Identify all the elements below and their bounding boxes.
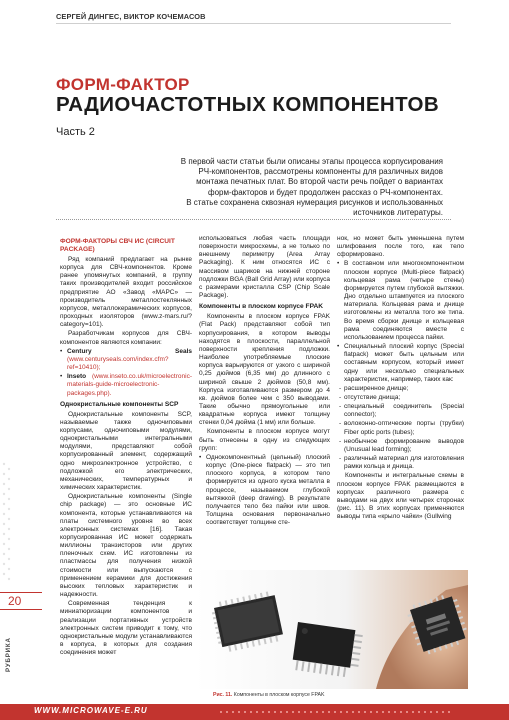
paragraph: Компоненты в плоском корпусе могут быть отнесены в одну из следующих групп: xyxy=(199,428,330,452)
column-3 xyxy=(337,235,464,522)
rubric-label xyxy=(2,600,12,672)
list-item: - волоконно-оптические порты (трубки) Fiber optic ports (tubes); xyxy=(344,420,464,436)
sidebar-pattern xyxy=(0,460,14,610)
authors: СЕРГЕЙ ДИНГЕС, ВИКТОР КОЧЕМАСОВ xyxy=(56,12,206,21)
company-link[interactable]: (www.inseto.co.uk/microelectronic-materials-guide-microelectronic-packages.php). xyxy=(67,373,192,397)
list-item: • В составном или многокомпонентном плоском корпусе (Multi-piece flatpack) кольцевая рама (четыре стены) формируется путем глубокой вытяжки. Дно отдельно штампуется из плоского материала. Кольцевая рама и днище изготовлены из металла того же типа. Во время сборки днище и кольцевая рама соединяются вместе с использованием процесса пайки. xyxy=(344,260,464,342)
page-number: 20 xyxy=(8,594,22,608)
paragraph: использоваться любая часть площади поверхности микросхемы, а не только по внешнему периметру (Area Array Packaging). К ним относятся ИС с массивом шариков на нижней стороне подложки BGA (Ball Grid Array) или корпуса с размерами кристалла CSP (Chip Scale Package). xyxy=(199,235,330,300)
caption-label: Рис. 11. xyxy=(213,692,233,698)
footer-site[interactable]: WWW.MICROWAVE-E.RU xyxy=(34,706,148,715)
flatpack-types-list xyxy=(199,454,330,527)
paragraph: Компоненты в плоском корпусе FPAK (Flat Pack) представляют собой тип корпусирования, в котором выводы находятся в плоскости, параллельной поверхности крепления подложки. Наиболее употребляемые плоские корпуса варьируются от узкого с шириной 0,25 дюймов (6,35 мм) до длинного с шириной свыше 2 дюймов (50,8 мм). Корпуса изготавливаются размером до 4 кв. дюймов более чем с 350 выводами. Такие обычно прямоугольные или квадратные корпуса имеют толщину стенки 0,04 дюйма (1 мм) или больше. xyxy=(199,313,330,427)
paragraph: Разработчикам корпусов для СВЧ-компонентов являются компании: xyxy=(60,330,192,346)
list-item: - расширенное днище; xyxy=(344,385,464,393)
column-2 xyxy=(199,235,330,528)
lead-line: источников литературы. xyxy=(353,208,443,218)
caption-text: Компоненты в плоском корпусе FPAK xyxy=(233,692,325,698)
company-list xyxy=(60,348,192,398)
lead-line: В первой части статьи были описаны этапы процесса корпусирования xyxy=(180,157,443,166)
section-heading: ФОРМ-ФАКТОРЫ СВЧ ИС (CIRCUIT PACKAGE) xyxy=(60,238,175,253)
paragraph: Современная тенденция к миниатюризации компонентов и реализации портативных устройств электронных систем приводит к тому, что однокристальные модули устанавливаются в корпуса, в которых для создания соединения может xyxy=(60,600,192,657)
lead-line: В статье сохранена сквозная нумерация рисунков и использованных xyxy=(186,197,443,207)
special-features-list xyxy=(337,385,464,472)
company-name: Century Seals xyxy=(67,347,192,355)
lead-line: РЧ-компонентов, рассмотрены компоненты для различных видов xyxy=(198,167,443,177)
lead-line: форм-факторов и будет продолжен рассказ о РЧ-компонентах. xyxy=(207,187,443,197)
paragraph: Однокристальные компоненты SCP, называемые также одночиповыми корпусами, одночиповыми модулями, однокристальными интегральными модулями, представляют собой корпусированный элемент, содержащий одно микроэлектронное устройство, с подложкой его электрических, механических, температурных и химических характеристик. xyxy=(60,410,192,492)
list-item xyxy=(67,373,192,397)
title-line-2: РАДИОЧАСТОТНЫХ КОМПОНЕНТОВ xyxy=(56,93,440,116)
list-item: • Специальный плоский корпус (Special flatpack) может быть цельным или составным корпусом, который имеет одну или несколько специальных характеристик, например, таких как: xyxy=(344,343,464,384)
title-line-1: ФОРМ-ФАКТОР xyxy=(56,75,190,94)
subsection-heading: Однокристальные компоненты SCP xyxy=(60,400,179,408)
flatpack-photo xyxy=(196,570,468,689)
subsection-heading: Компоненты в плоском корпусе FPAK xyxy=(199,303,323,311)
lead-line: монтажа печатных плат. Во второй части речь пойдет о вариантах xyxy=(196,177,443,187)
lead-paragraph xyxy=(60,157,443,218)
company-name: Inseto xyxy=(67,373,87,381)
list-item: - необычное формирование выводов (Unusual lead forming); xyxy=(344,438,464,454)
flatpack-types-list xyxy=(337,260,464,383)
header-rule xyxy=(56,23,451,24)
list-item: • Однокомпонентный (цельный) плоский корпус (One-piece flatpack) — это тип плоского корпуса, в котором тело формируется из одного куска металла в процессе, называемом глубокой вытяжкой (deep drawing). В результате получается тело без пайки или швов. Толщина основания первоначально соответствует толщине сте- xyxy=(206,454,330,527)
part-label: Часть 2 xyxy=(56,126,95,138)
paragraph: Ряд компаний предлагает на рынке корпуса для СВЧ-компонентов. Кроме ранее упомянутых компаний, в группу таких производителей входит российское предприятие АО «Завод «МАРС» — производитель металлостеклянных корпусов, металлокерамических корпусов, проходных изоляторов (www.z-mars.ru/?category=101). xyxy=(60,256,192,329)
column-1 xyxy=(60,235,192,658)
list-item: - специальный соединитель (Special connector); xyxy=(344,403,464,419)
list-item: - отсутствие днища; xyxy=(344,394,464,402)
rubric-text: РУБРИКА xyxy=(5,637,12,672)
list-item: - различный материал для изготовления рамки кольца и днища. xyxy=(344,455,464,471)
figure-caption xyxy=(213,692,324,698)
lead-separator xyxy=(56,219,451,220)
paragraph: Однокристальные компоненты (Single chip package) — это основные ИС компонента, которые устанавливаются на платы системного уровня во всех электронных системах [16]. Такая корпусированная ИС может содержать миллионы транзисторов или других пленочных схем. ИС изготовлены из пластмассы для получения низкой стоимости или выпускаются с применением керамики для достижения высоких тепловых характеристик и надежности. xyxy=(60,493,192,599)
paragraph: Компоненты и интегральные схемы в плоском корпусе FPAK размещаются в корпусах различного размера с выводами на двух или четырех сторонах (рис. 11). В этих корпусах применяются выводы типа «крыло чайки» (Gullwing xyxy=(337,472,464,521)
company-link[interactable]: (www.centuryseals.com/index.cfm?ref=10410); xyxy=(67,355,169,372)
footer-pattern xyxy=(220,710,450,714)
paragraph: нок, но может быть уменьшена путем шлифования после того, как тело сформировано. xyxy=(337,235,464,259)
list-item xyxy=(67,348,192,372)
